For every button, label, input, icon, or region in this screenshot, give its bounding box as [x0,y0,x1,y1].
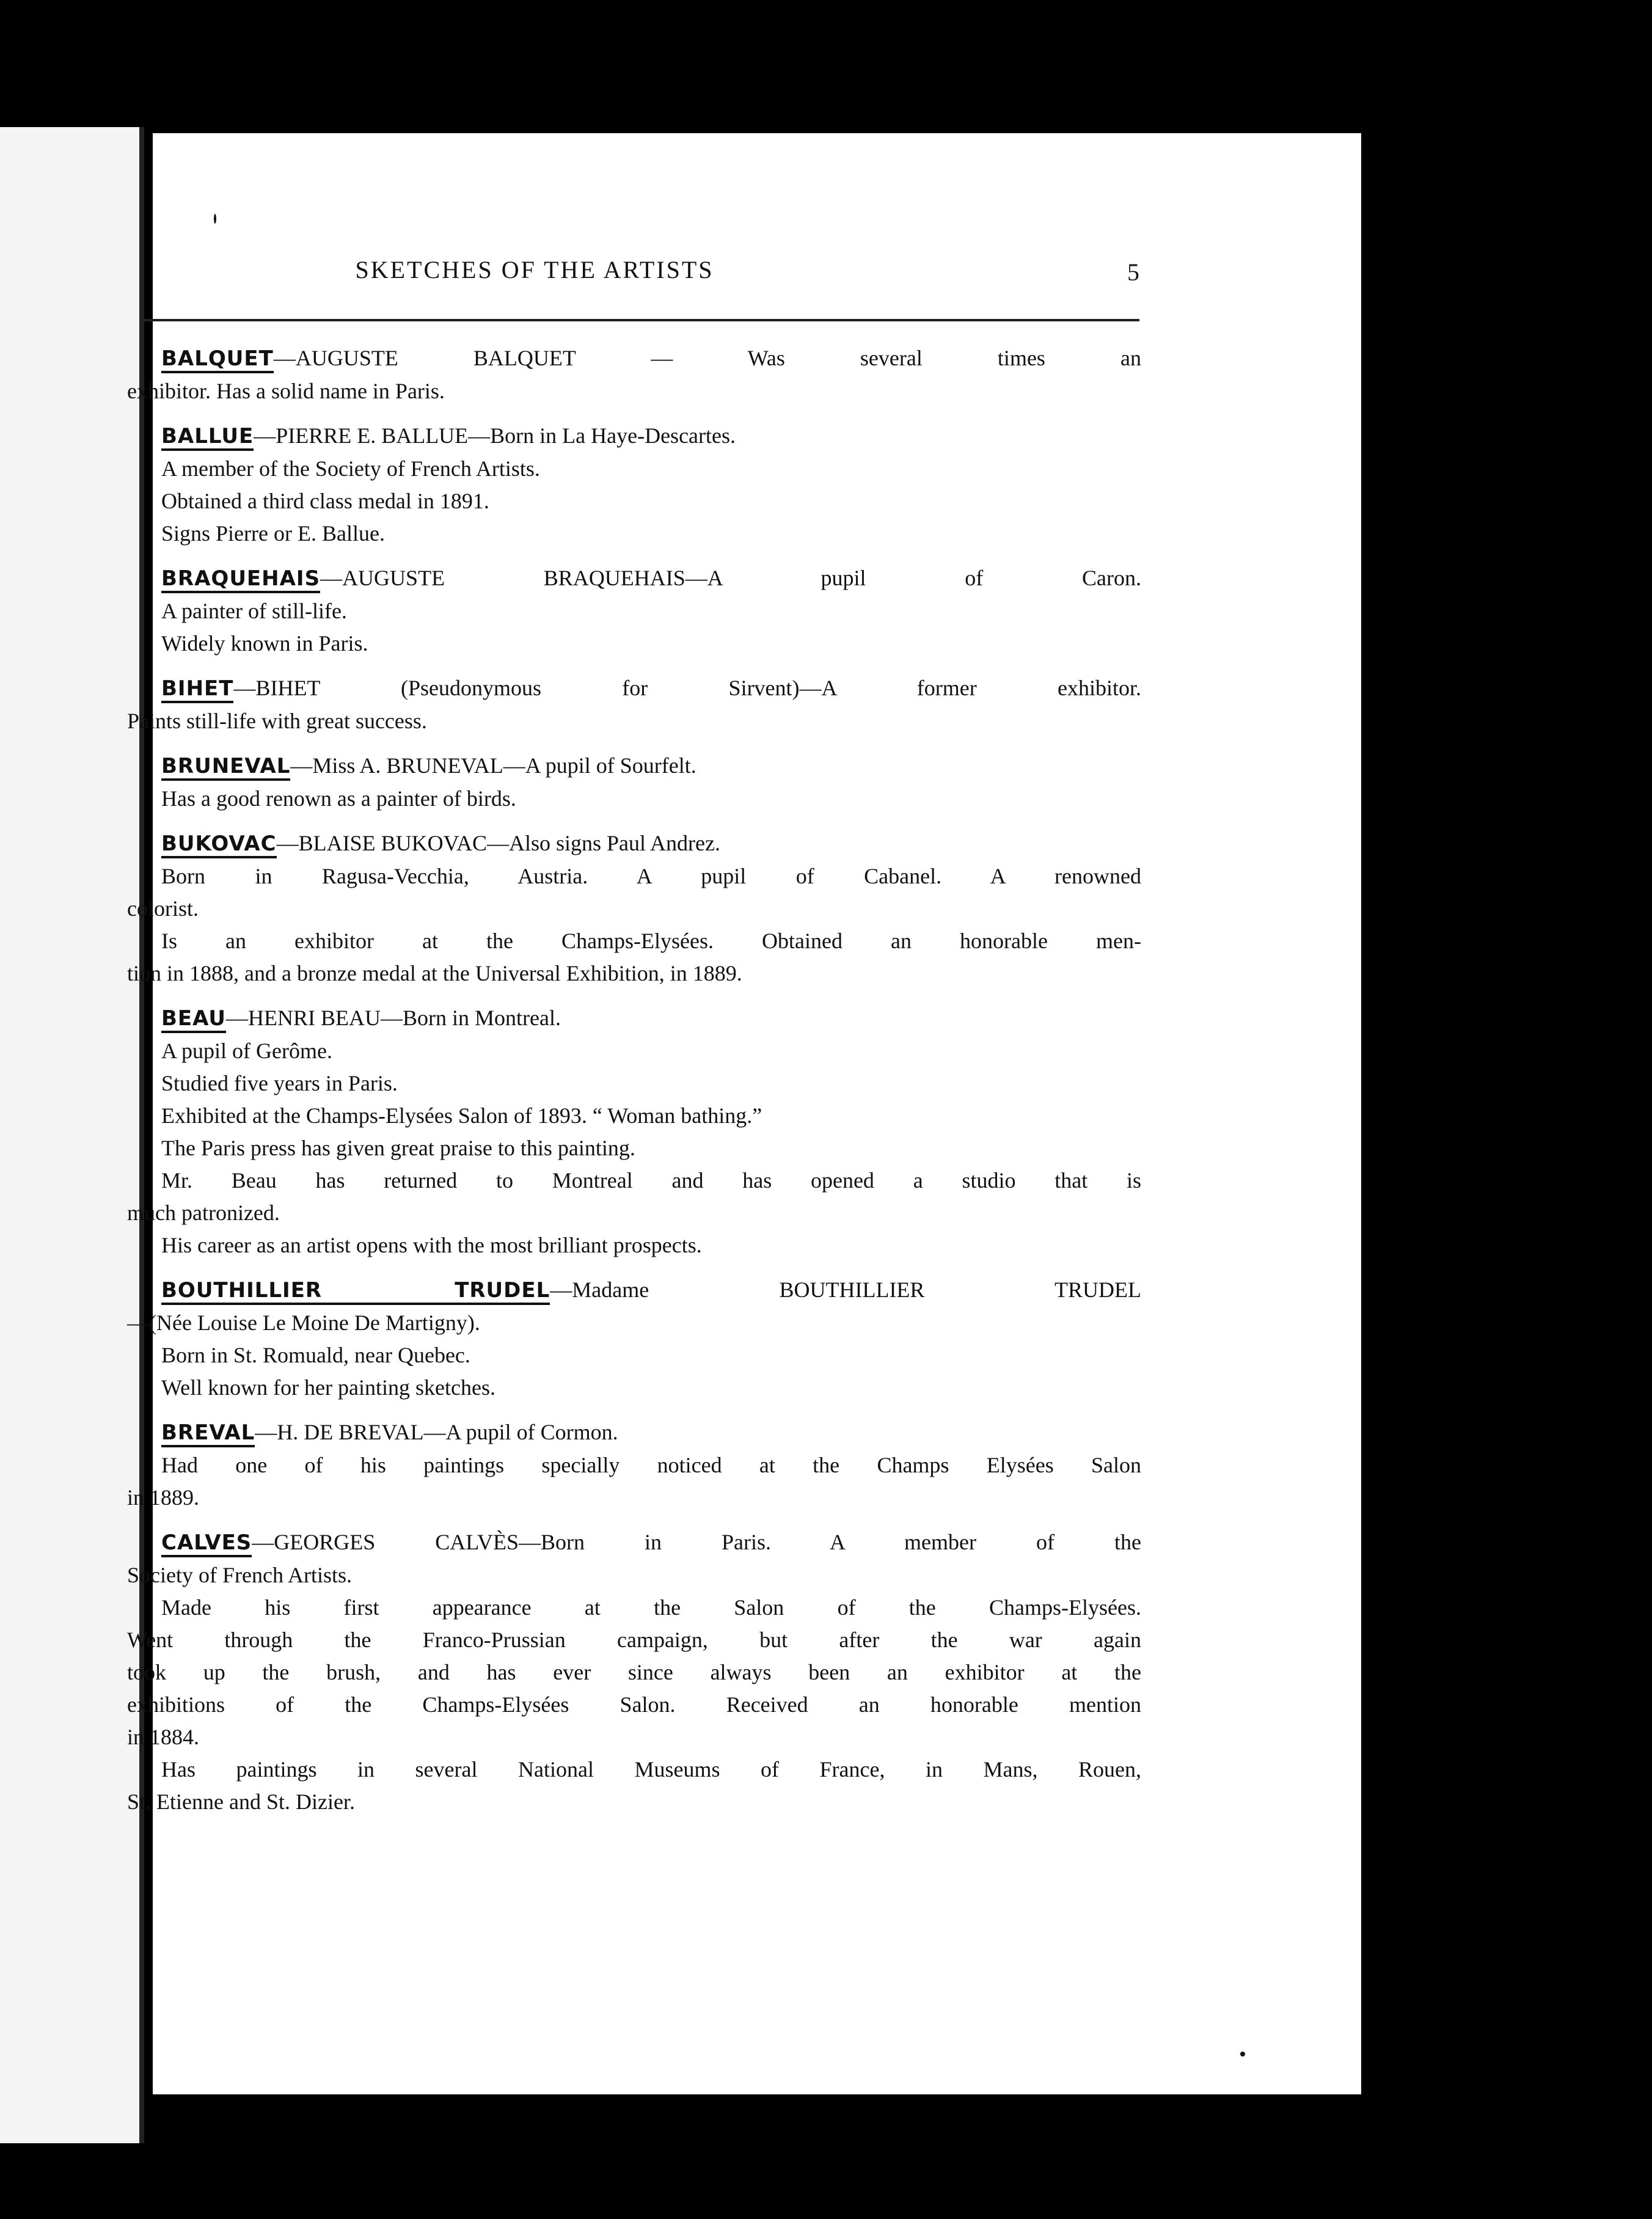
entry-line: Signs Pierre or E. Ballue. [161,521,385,546]
entry-line: Exhibited at the Champs-Elysées Salon of 1893. “ Woman bathing.” [161,1103,762,1128]
entry-line: colorist. [127,896,199,921]
entry-first-line [127,562,1141,595]
page-header [144,255,1139,286]
entry-line: much patronized. [127,1201,280,1225]
entry-first-line [127,342,1141,375]
entry-balquet [127,342,1141,408]
entry-line: Born in Ragusa-Vecchia, Austria. A pupil of Cabanel. A renowned [161,864,1141,888]
entry-first-line [127,750,1141,783]
entry-line: Had one of his paintings specially noticed at the Champs Elysées Salon [161,1453,1141,1477]
entry-line: The Paris press has given great praise to this painting. [161,1136,635,1160]
entry-bihet [127,672,1141,737]
entry-line: Made his first appearance at the Salon of the Champs-Elysées. [161,1595,1141,1620]
running-head: SKETCHES OF THE ARTISTS [355,256,714,283]
left-page-edge [0,127,144,2143]
entry-line: A pupil of Gerôme. [161,1039,332,1063]
entry-bukovac [127,827,1141,990]
entry-line: His career as an artist opens with the most brilliant prospects. [161,1233,702,1257]
entry-line: exhibitions of the Champs-Elysées Salon. Received an honorable mention [127,1692,1141,1717]
entry-line: exhibitor. Has a solid name in Paris. [127,379,445,403]
entry-first-line [127,1274,1141,1307]
entry-text: —PIERRE E. BALLUE—Born in La Haye-Descartes. [254,423,736,448]
entry-braquehais [127,562,1141,660]
scan-speck [214,214,216,224]
entry-line: in 1884. [127,1725,200,1749]
header-rule [144,319,1139,321]
entry-line: Went through the Franco-Prussian campaign, but after the war again [127,1628,1141,1652]
entry-heading: BALQUET [161,346,274,373]
entry-line: —(Née Louise Le Moine De Martigny). [127,1311,480,1335]
entry-first-line [127,827,1141,860]
entry-heading: BIHET [161,676,233,703]
entry-line: Society of French Artists. [127,1563,352,1587]
entry-beau [127,1002,1141,1262]
entry-text: —BLAISE BUKOVAC—Also signs Paul Andrez. [276,831,720,855]
entry-first-line [127,1002,1141,1035]
entry-line: Has paintings in several National Museums of France, in Mans, Rouen, [161,1757,1141,1782]
page-number: 5 [1127,258,1139,286]
entry-heading: BRAQUEHAIS [161,566,320,593]
entry-text: —H. DE BREVAL—A pupil of Cormon. [255,1420,618,1444]
entry-calves [127,1526,1141,1818]
entry-line: Obtained a third class medal in 1891. [161,489,489,513]
entry-text: —GEORGES CALVÈS—Born in Paris. A member of the [252,1530,1141,1554]
entry-line: Widely known in Paris. [161,631,368,656]
entry-line: A member of the Society of French Artists. [161,456,540,481]
entry-heading: BOUTHILLIER TRUDEL [161,1278,550,1305]
entry-text: —AUGUSTE BRAQUEHAIS—A pupil of Caron. [320,566,1141,590]
entry-heading: BALLUE [161,424,254,451]
entry-heading: BUKOVAC [161,832,277,858]
page-content [127,342,1141,1830]
entry-line: Mr. Beau has returned to Montreal and has opened a studio that is [161,1168,1141,1193]
entry-line: Born in St. Romuald, near Quebec. [161,1343,470,1367]
entry-first-line [127,672,1141,705]
entry-heading: BREVAL [161,1420,255,1447]
entry-ballue [127,420,1141,550]
entry-line: in 1889. [127,1485,200,1510]
entry-text: —Madame BOUTHILLIER TRUDEL [550,1278,1142,1302]
entry-heading: BRUNEVAL [161,754,290,781]
entry-heading: BEAU [161,1006,226,1033]
entry-line: Paints still-life with great success. [127,709,427,733]
entry-line: took up the brush, and has ever since always been an exhibitor at the [127,1660,1141,1684]
entry-line: A painter of still-life. [161,599,347,623]
entry-breval [127,1416,1141,1514]
entry-first-line [127,1526,1141,1559]
entry-line: Is an exhibitor at the Champs-Elysées. Obtained an honorable men- [161,929,1141,953]
entry-line: Well known for her painting sketches. [161,1375,495,1400]
entry-line: Has a good renown as a painter of birds. [161,786,516,811]
scan-speck [1240,2052,1245,2056]
entry-line: tion in 1888, and a bronze medal at the Universal Exhibition, in 1889. [127,961,742,985]
entry-line: St. Etienne and St. Dizier. [127,1789,355,1814]
entry-first-line [127,420,1141,453]
entry-bouthillier-trudel [127,1274,1141,1404]
entry-text: —BIHET (Pseudonymous for Sirvent)—A former exhibitor. [233,676,1141,700]
entry-text: —Miss A. BRUNEVAL—A pupil of Sourfelt. [290,753,696,778]
entry-text: —HENRI BEAU—Born in Montreal. [226,1006,561,1030]
entry-line: Studied five years in Paris. [161,1071,398,1095]
entry-heading: CALVES [161,1530,252,1557]
entry-bruneval [127,750,1141,815]
entry-first-line [127,1416,1141,1449]
entry-text: —AUGUSTE BALQUET — Was several times an [273,346,1141,370]
